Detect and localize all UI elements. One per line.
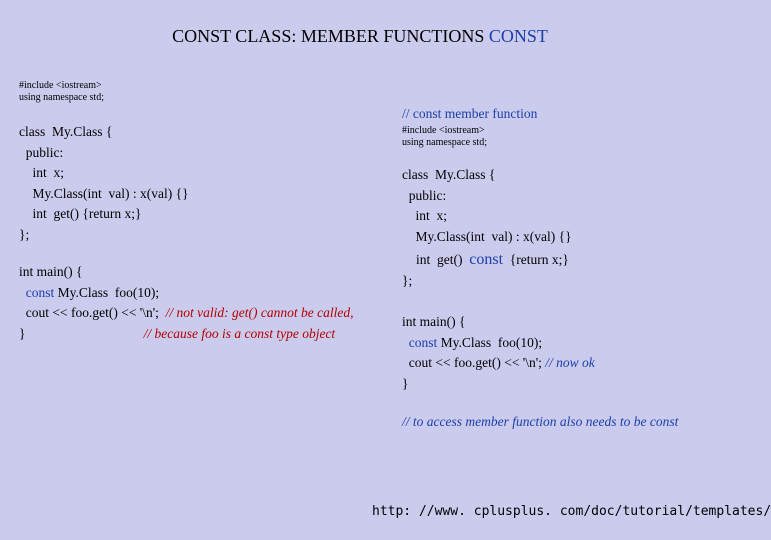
left-close-brace: } [19,325,26,341]
left-class-line: My.Class(int val) : x(val) {} [19,185,189,201]
left-close-line [19,324,354,345]
source-url: http: //www. cplusplus. com/doc/tutorial/templates/ [372,504,771,519]
right-decl-line [402,333,595,354]
title-main: CONST CLASS: MEMBER FUNCTIONS [172,26,489,46]
left-class-line: int get() {return x;} [19,206,142,221]
left-class-line: public: [19,144,64,160]
right-include-line: #include <iostream> [402,125,485,136]
left-class-line: int x; [19,165,65,180]
left-main-line: int main() { [19,264,83,279]
left-class-line: class My.Class { [19,124,113,139]
left-const-keyword: const [25,284,55,300]
title-accent: CONST [488,26,548,46]
right-heading: // const member function [402,106,538,121]
right-include-block [402,125,487,149]
right-cout-code: cout << foo.get() << '\n'; [408,355,542,370]
right-decl-const-keyword: const [408,334,438,350]
left-comment2: // because foo is a const type object [143,325,336,341]
right-cout-comment: // now ok [545,355,595,370]
right-class-line: class My.Class { [402,167,496,182]
right-get-line [416,250,569,271]
right-get-suffix: {return x;} [509,252,569,267]
right-class-line: int x; [402,208,448,223]
left-class-line: }; [19,226,30,242]
right-class-block [402,165,572,247]
left-namespace-line: using namespace std; [19,92,104,103]
left-include-block [19,80,104,104]
left-cout-comment: // not valid: get() cannot be called, [165,305,354,320]
right-main-line: int main() { [402,314,466,329]
right-close-brace: } [402,375,409,391]
page-title [0,26,720,47]
left-include-line: #include <iostream> [19,80,102,91]
right-cout-line [402,353,595,374]
right-note: // to access member function also needs to be const [402,414,679,429]
right-class-line: My.Class(int val) : x(val) {} [402,228,572,244]
left-main-block [19,262,354,344]
left-decl-rest: My.Class foo(10); [54,284,160,300]
left-cout-code: cout << foo.get() << '\n'; [25,305,159,320]
left-class-block [19,122,189,245]
right-decl-rest: My.Class foo(10); [437,334,543,350]
right-class-line: public: [402,187,447,203]
right-const-keyword: const [469,251,504,268]
right-get-prefix: int get() [416,252,463,267]
left-decl-line [19,283,354,304]
right-class-close: }; [402,273,413,288]
left-cout-line [19,303,354,324]
right-namespace-line: using namespace std; [402,137,487,148]
right-main-block [402,312,595,394]
